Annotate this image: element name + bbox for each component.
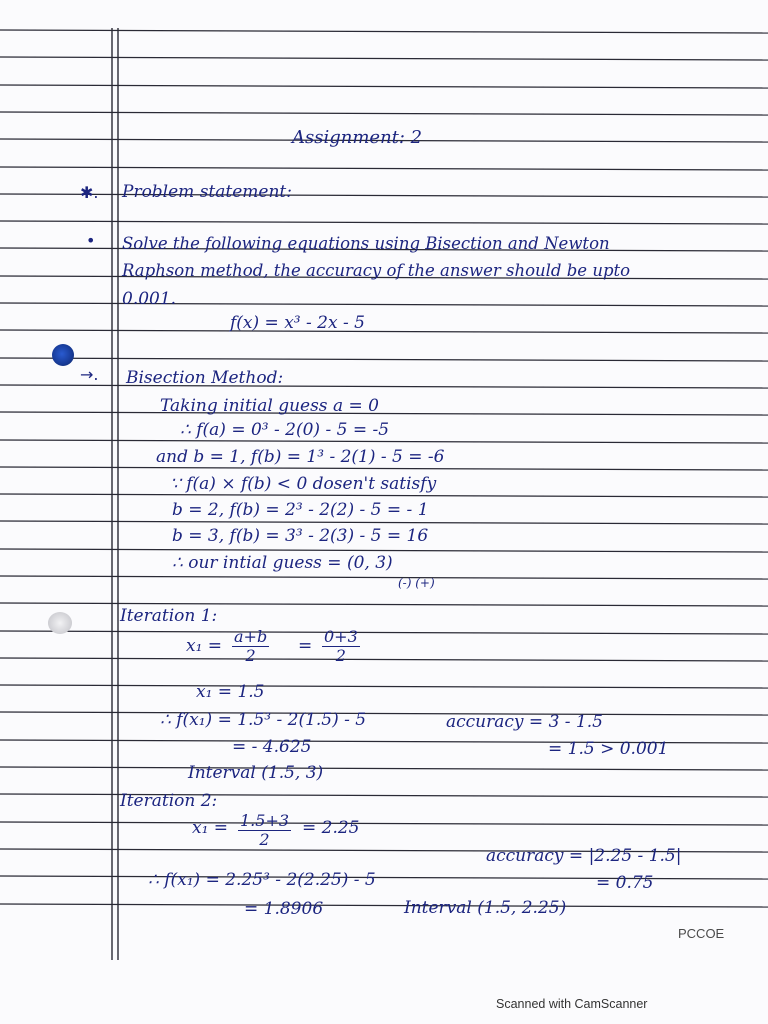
iteration1-fraction-ab [232,628,269,665]
rule-line [0,358,768,361]
rule-line [0,631,768,634]
rule-line [0,576,768,579]
iteration2-x1-lhs: x₁ = [192,818,229,838]
rule-line [0,467,768,470]
problem-heading: Problem statement: [122,182,292,202]
fraction-denominator: 2 [245,646,256,665]
rule-line [0,194,768,197]
rule-line [0,767,768,770]
iteration1-fx1-value: = - 4.625 [232,737,312,757]
rule-line [0,494,768,497]
rule-line [0,904,768,907]
rule-line [0,712,768,715]
iteration2-accuracy-value: = 0.75 [596,873,654,893]
iteration1-fraction-values [322,628,360,665]
rule-line [0,303,768,306]
iteration2-accuracy: accuracy = |2.25 - 1.5| [486,846,682,866]
iteration1-x1-lhs: x₁ = [186,636,223,656]
iteration1-interval: Interval (1.5, 3) [188,763,324,783]
iteration1-fx1: ∴ f(x₁) = 1.5³ - 2(1.5) - 5 [160,710,367,730]
iteration2-fraction [238,812,291,849]
fraction-numerator: 1.5+3 [240,811,290,830]
binder-hole [48,612,72,634]
function-definition: f(x) = x³ - 2x - 5 [230,313,365,333]
iteration2-x1-value: = 2.25 [302,818,360,838]
fraction-denominator: 2 [335,646,346,665]
rule-line [0,112,768,115]
bisection-signs: (-) (+) [398,576,435,590]
iteration2-heading: Iteration 2: [120,791,218,811]
rule-line [0,221,768,224]
rule-line [0,85,768,88]
rule-line [0,167,768,170]
rule-line [0,794,768,797]
iteration2-interval: Interval (1.5, 2.25) [404,898,567,918]
iteration1-accuracy-value: = 1.5 > 0.001 [548,739,669,759]
bisection-initial-guess: ∴ our intial guess = (0, 3) [172,553,393,573]
iteration1-x1: x₁ = 1.5 [196,682,265,702]
iteration2-fx1: ∴ f(x₁) = 2.25³ - 2(2.25) - 5 [148,870,376,890]
rule-line [0,549,768,552]
page-title: Assignment: 2 [292,127,423,148]
scanner-watermark: Scanned with CamScanner [496,997,648,1011]
rule-line [0,330,768,333]
rule-line [0,412,768,415]
rule-line [0,822,768,825]
fraction-numerator: a+b [234,627,268,646]
rule-line [0,685,768,688]
rule-line [0,658,768,661]
rule-line [0,440,768,443]
iteration1-heading: Iteration 1: [120,606,218,626]
bisection-heading: Bisection Method: [126,368,284,388]
problem-line-1: Solve the following equations using Bisection and Newton [122,234,610,253]
problem-line-3: 0.001. [122,289,177,309]
rule-line [0,57,768,60]
iteration1-equals: = [298,636,313,656]
fraction-numerator: 0+3 [324,627,358,646]
rule-line [0,603,768,606]
bisection-fb1: and b = 1, f(b) = 1³ - 2(1) - 5 = -6 [156,447,445,467]
rule-line [0,521,768,524]
dot-bullet-icon: • [86,231,96,250]
rule-line [0,385,768,388]
rule-line [0,30,768,33]
asterisk-icon: ✱. [80,183,99,202]
bisection-fb2: b = 2, f(b) = 2³ - 2(2) - 5 = - 1 [172,500,429,520]
iteration1-accuracy: accuracy = 3 - 1.5 [446,712,603,732]
problem-line-2: Raphson method, the accuracy of the answer should be upto [122,261,631,280]
fraction-denominator: 2 [259,830,270,849]
bisection-fa: ∴ f(a) = 0³ - 2(0) - 5 = -5 [180,420,390,440]
iteration2-fx1-value: = 1.8906 [244,899,324,919]
binder-hole-blue [52,344,74,366]
bisection-check: ∵ f(a) × f(b) < 0 dosen't satisfy [170,474,437,494]
institute-label: PCCOE [678,926,725,941]
bisection-fb3: b = 3, f(b) = 3³ - 2(3) - 5 = 16 [172,526,429,546]
arrow-icon: →. [80,365,99,384]
bisection-guess-a: Taking initial guess a = 0 [160,396,379,416]
